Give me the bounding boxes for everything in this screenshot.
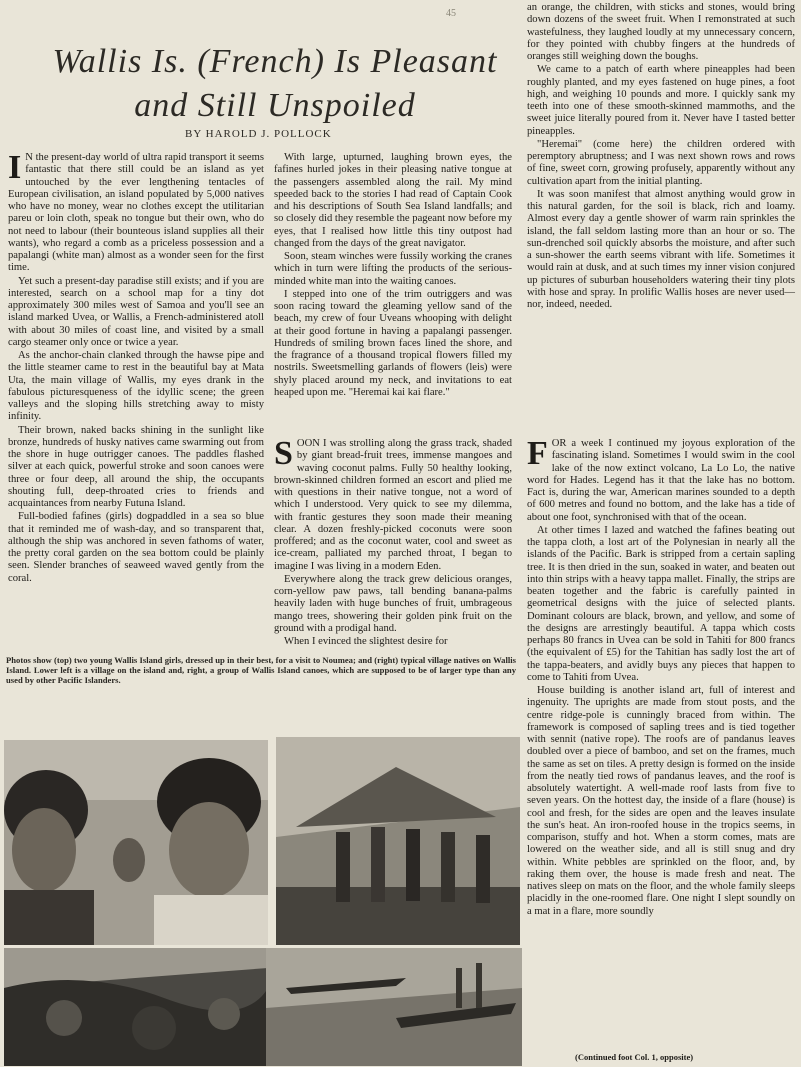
article-title: Wallis Is. (French) Is Pleasant and Still Unspoiled bbox=[52, 43, 498, 124]
paragraph: I N the present-day world of ultra rapid transport it seems fantastic that there still could be an island as yet untouched by the ever lengthening tentacles of European civilisation, an island populated by 5,000 natives who have no money, wear no clothes except the utilitarian pareu or loin cloth, speak no tongue but their own, who do not need to labour (their bounteous island supplies all their wants), who regard a comb as a priceless possession and a papalangi (white man) almost as a wonder seen for the first time. bbox=[8, 149, 264, 274]
paragraph: House building is another island art, full of interest and ingenuity. The uprights are made from stout posts, and the centre ridge-pole is cunningly braced from within. The framework is composed of sapling trees and is tied together with sennit (native rope). The roofs are of pandanus leaves doubled over a piece of bamboo, and set on the frames, much the same as set on tiles. A pretty design is formed on the inside from the neatly tied rows of pandanus leaves, and the roof is absolutely watertight. A well-made roof lasts from five to seven years. On the hottest day, the inside of a flare (house) is cool and fresh, for the sides are open and the leaves insulate the sun's heat. An iron-roofed house in the tropics seems, in comparison, stuffy and hot. When a storm comes, mats are lowered on the weather side, and all is still snug and dry within. White pebbles are sprinkled on the floor, and, by raking them over, the house is made fresh and neat. The natives sleep on mats on the floor, and the whole family sleeps placidly in the one-roomed flare. One night I slept soundly on a mat in a flare, more soundly bbox=[527, 685, 795, 917]
paragraph: SOON I was strolling along the grass track, shaded by giant bread-fruit trees, immense mangoes and waving coconut palms. Fully 50 healthy looking, brown-skinned children formed an escort and plied me with questions in their native tongue, not a word of which I understood. Very quick to see my dilemma, with frantic gestures they soon made their meaning clear. A dozen freshly-picked coconuts were soon proffered; and as the coconut water, cool and sweet as ice-cream, palliated my parched throat, I began to imagine I was living in a modern Eden. bbox=[274, 435, 512, 572]
paragraph: "Heremai" (come here) the children ordered with peremptory abruptness; and I was next shown rows and rows of fine, sweet corn, growing profusely, apparently without any cultivation apart from the initial planting. bbox=[527, 138, 795, 187]
paragraph: We came to a patch of earth where pineapples had been roughly planted, and my eyes fastened on huge pines, a foot high, and weighing 10 pounds and more. I quickly sank my teeth into one of these smooth-skinned mammoths, and the sweet juice literally poured from it. Never have I tasted better pineapples. bbox=[527, 64, 795, 137]
photo-canoes bbox=[266, 948, 522, 1066]
article-column-3 bbox=[527, 2, 795, 312]
paragraph: When I evinced the slightest desire for bbox=[284, 636, 448, 647]
paragraph: Full-bodied fafines (girls) dogpaddled in a sea so blue that it reminded me of wash-day, and so transparent that, although the ship was anchored in seven fathoms of water, the pretty coral garden on the sea bottom could be plainly seen. Slender branches of seaweed waved gently from the coral. bbox=[8, 511, 264, 584]
article-column-2 bbox=[274, 152, 512, 400]
drop-cap: S bbox=[274, 435, 293, 472]
paragraph: It was soon manifest that almost anything would grow in this natural garden, for the soil is black, rich and loamy. Almost every day a gentle shower of warm rain sprinkles the island, the fall seldom lasting more than an hour or so. The sun-drenched soil quickly absorbs the moisture, and after such a sun-shower the earth seems vibrant with life. Sometimes it would rain at dusk, and at such times my inner vision conjured up pictures of suburban householders watering their tiny plots with hose and spray. In prolific Wallis hoses are never used—nor, indeed, needed. bbox=[527, 188, 795, 310]
paragraph: I stepped into one of the trim outriggers and was soon racing toward the gleaming yellow sand of the beach, my crew of four Uveans whooping with delight at their good fortune in having a papalangi passenger. Hundreds of smiling brown faces lined the shore, and the fragrance of a thousand tropical flowers filled my nostrils. Sweetsmelling garlands of flowers (leis) were shyly placed around my neck, and invitations to eat heaped upon me. "Heremai kai kai flare." bbox=[274, 288, 512, 398]
paragraph: At other times I lazed and watched the fafines beating out the tappa cloth, a lost art of the Polynesian in nearly all the islands of the Pacific. Bark is stripped from a certain sapling tree. It is then dried in the sun, soaked in water, and beaten out into thin strips with a heavy tappa mallet. Finally, the strips are beaten together and the fabric is carefully painted in geometrical designs with the juice of selected plants. Dominant colours are black, brown, and yellow, and some of the designs are arrestingly beautiful. A tappa which costs perhaps 80 francs in Uvea can be sold in Tahiti for 800 francs (the equivalent of £5) for the Tahitian has sadly lost the art of the tappa-beaters, and avidly buys any pieces that happen to come to Tahiti from Uvea. bbox=[527, 524, 795, 683]
photo-canoes-image bbox=[266, 948, 522, 1066]
paragraph: Yet such a present-day paradise still exists; and if you are interested, search on a school map for a tiny dot approximately 300 miles west of Samoa and you'll see an island marked Uvea, or Wallis, a French-administered atoll with about 30 miles of coast line, and visited by a small cargo steamer only once or twice a year. bbox=[8, 275, 264, 348]
photo-village-hillside-image bbox=[4, 948, 268, 1066]
paragraph: Everywhere along the track grew delicious oranges, corn-yellow paw paws, tall bending banana-palms heavily laden with huge bunches of fruit, umbrageous mango trees, showering their golden pink fruit on the ground with a prodigal hand. bbox=[274, 573, 512, 634]
byline: BY HAROLD J. POLLOCK bbox=[185, 128, 332, 140]
photo-village-natives bbox=[276, 737, 520, 945]
paragraph: As the anchor-chain clanked through the hawse pipe and the little steamer came to rest in the beautiful bay at Mata Uta, the main village of Wallis, my eyes drank in the fabulous picturesqueness of the idyllic scene; the green valleys and the sloping hills stretching away to misty infinity. bbox=[8, 350, 264, 423]
continuation-note: (Continued foot Col. 1, opposite) bbox=[575, 1052, 694, 1062]
article-column-2-section bbox=[274, 435, 512, 649]
paragraph: With large, upturned, laughing brown eyes, the fafines hurled jokes in their pleasing native tongue at the passengers assembled along the rail. My mind speeded back to the stories I had read of Captain Cook and his descriptions of South Sea Island landfalls; and so closely did they resemble the pageant now before my eyes, that I realised how little this tiny outpost had changed from the days of the great navigator. bbox=[274, 152, 512, 249]
page-number: 45 bbox=[446, 8, 456, 19]
drop-cap: I bbox=[8, 149, 22, 186]
paragraph: FOR a week I continued my joyous exploration of the fascinating island. Sometimes I would swim in the cool lake of the now extinct volcano, La Lo Lo, the native word for Hades. Legend has it that the lake has no bottom. Fact is, during the war, American marines sounded to a depth of 600 metres and found no bottom, and the lake has a tide of about one foot, synchronised with that of the ocean. bbox=[527, 435, 795, 523]
photo-caption: Photos show (top) two young Wallis Island girls, dressed up in their best, for a visit to Noumea; and (right) typical village natives on Wallis Island. Lower left is a village on the island and, right, a group of Wallis Island canoes, which are supposed to be of larger type than any used by other Pacific Islanders. bbox=[6, 655, 516, 685]
paragraph: Soon, steam winches were fussily working the cranes which in turn were lifting the products of the serious-minded white man into the waiting canoes. bbox=[274, 251, 512, 287]
drop-cap: F bbox=[527, 435, 548, 472]
photo-village-natives-image bbox=[276, 737, 520, 945]
paragraph: Their brown, naked backs shining in the sunlight like bronze, hundreds of husky natives came swarming out from the shore in huge outrigger canoes. The paddles flashed silver at each quick, powerful stroke and soon canoes were three or four deep, all around the ship, the occupants shouting full, deep-throated cries to friends and acquaintances from nearby Futuna Island. bbox=[8, 424, 264, 509]
photo-village-hillside bbox=[4, 948, 268, 1066]
photo-island-girls-image bbox=[4, 740, 268, 945]
article-column-1 bbox=[8, 149, 264, 586]
article-column-3-section bbox=[527, 435, 795, 919]
paragraph: an orange, the children, with sticks and stones, would bring down dozens of the sweet fruit. When I remonstrated at such wastefulness, they laughed loudly at my unnecessary concern, for they pointed with chubby fingers at the hundreds of oranges still weighing down the boughs. bbox=[527, 2, 795, 62]
photo-island-girls bbox=[4, 740, 268, 945]
